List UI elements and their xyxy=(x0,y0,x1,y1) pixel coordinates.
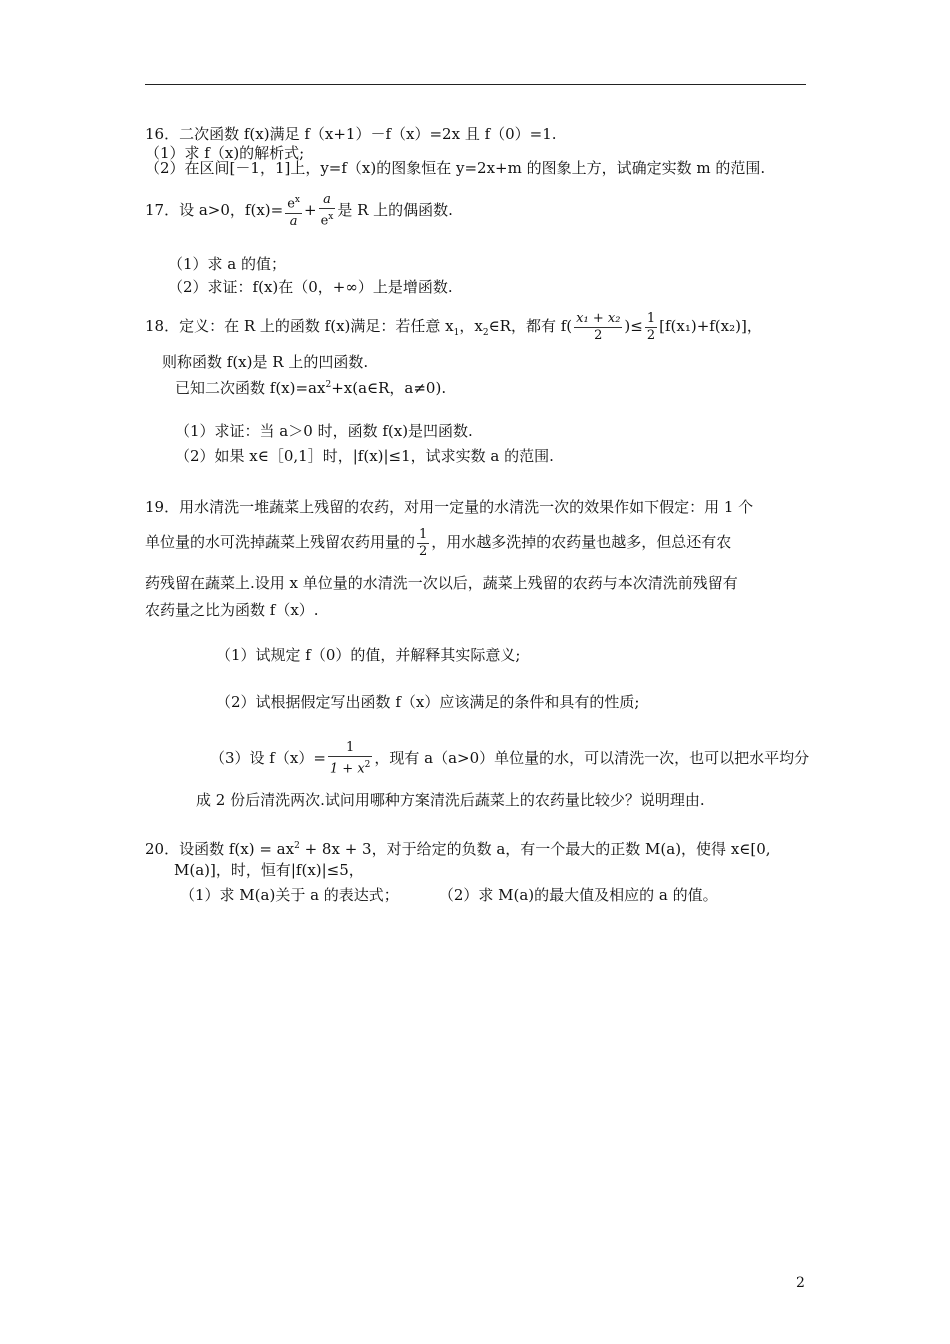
q19-part1: （1）试规定 f（0）的值，并解释其实际意义; xyxy=(216,646,521,664)
q17-frac2-den: e xyxy=(320,213,329,229)
q17-part2: （2）求证：f(x)在（0，+∞）上是增函数. xyxy=(168,278,453,296)
q18-tail: [f(x₁)+f(x₂)]， xyxy=(659,317,762,335)
q17-plus: + xyxy=(303,201,317,219)
q20-part1: （1）求 M(a)关于 a 的表达式； xyxy=(180,886,399,904)
q18-frac-num: x₁ + x₂ xyxy=(576,310,621,326)
q18-sub1: 1 xyxy=(453,328,460,338)
q20-line1-a: 20．设函数 f(x) = ax xyxy=(145,840,295,858)
q20-part2: （2）求 M(a)的最大值及相应的 a 的值。 xyxy=(438,886,718,904)
q18-mid3: )≤ xyxy=(624,317,643,335)
q18-line3-sup: 2 xyxy=(325,380,332,390)
q18-sub2: 2 xyxy=(482,328,489,338)
q16-stem: 16．二次函数 f(x)满足 f（x+1）－f（x）=2x 且 f（0）=1. xyxy=(145,125,557,143)
header-rule xyxy=(145,84,806,85)
q17-fraction-1 xyxy=(285,192,302,229)
q19-line2-b: ，用水越多洗掉的农药量也越多，但总还有农 xyxy=(431,533,732,551)
q20-line2: M(a)]，时，恒有|f(x)|≤5， xyxy=(174,861,364,879)
q20-line1-sup: 2 xyxy=(294,841,300,851)
q18-half-den: 2 xyxy=(646,327,656,343)
q17-frac1-num: e xyxy=(287,196,295,212)
q18-fraction-avg xyxy=(574,311,622,344)
q18-stem xyxy=(145,308,762,351)
q18-lead: 18．定义：在 R 上的函数 f(x)满足：若任意 x xyxy=(145,317,454,335)
q18-line3 xyxy=(175,375,446,398)
q20-line3 xyxy=(180,885,718,905)
q18-mid2: ∈R，都有 f( xyxy=(488,317,573,335)
q19-part3-c: 成 2 份后清洗两次.试问用哪种方案清洗后蔬菜上的农药量比较少？说明理由. xyxy=(196,791,705,809)
q17-stem xyxy=(145,192,453,230)
q17-tail: 是 R 上的偶函数. xyxy=(337,201,453,219)
q18-part1: （1）求证：当 a＞0 时，函数 f(x)是凹函数. xyxy=(175,422,473,440)
q17-part1: （1）求 a 的值； xyxy=(168,255,287,273)
q18-line3-b: +x(a∈R，a≠0). xyxy=(331,379,447,397)
q18-part2: （2）如果 x∈［0,1］时，|f(x)|≤1，试求实数 a 的范围. xyxy=(175,447,554,465)
q18-mid1: ，x xyxy=(459,317,483,335)
q20-line1-b: + 8x + 3，对于给定的负数 a，有一个最大的正数 M(a)，使得 x∈[0, xyxy=(299,840,771,858)
q17-frac1-den: a xyxy=(289,213,298,229)
q18-fraction-half xyxy=(645,311,657,344)
q19-part3-num: 1 xyxy=(328,740,373,757)
q18-half-num: 1 xyxy=(646,310,656,326)
q17-frac2-sup: x xyxy=(328,212,334,223)
q19-part3-fraction xyxy=(328,740,373,777)
q19-fraction-half xyxy=(417,527,429,560)
q19-line3: 药残留在蔬菜上.设用 x 单位量的水清洗一次以后，蔬菜上残留的农药与本次清洗前残留有 xyxy=(145,574,738,592)
q19-line2 xyxy=(145,524,731,560)
q19-half-num: 1 xyxy=(419,526,428,542)
q20-line1 xyxy=(145,836,771,859)
q17-fraction-2 xyxy=(319,192,336,229)
q19-part3-den: 1 + x xyxy=(329,761,365,777)
q18-line3-a: 已知二次函数 f(x)=ax xyxy=(175,379,326,397)
q19-line4: 农药量之比为函数 f（x）. xyxy=(145,601,319,619)
q17-frac1-sup: x xyxy=(294,195,300,206)
page-number: 2 xyxy=(796,1275,805,1291)
q16-part1: （1）求 f（x)的解析式; xyxy=(145,144,305,162)
q19-line1: 19．用水清洗一堆蔬菜上残留的农药，对用一定量的水清洗一次的效果作如下假定：用 1 个 xyxy=(145,498,754,516)
q19-part3 xyxy=(210,738,809,778)
q19-half-den: 2 xyxy=(419,543,428,559)
q17-lead: 17．设 a>0，f(x)= xyxy=(145,201,284,219)
q19-part3-a: （3）设 f（x）= xyxy=(210,749,326,767)
q19-part2: （2）试根据假定写出函数 f（x）应该满足的条件和具有的性质; xyxy=(216,693,640,711)
q19-line2-a: 单位量的水可洗掉蔬菜上残留农药用量的 xyxy=(145,533,416,551)
q18-line2: 则称函数 f(x)是 R 上的凹函数. xyxy=(162,353,369,371)
q19-part3-b: ，现有 a（a>0）单位量的水，可以清洗一次，也可以把水平均分 xyxy=(374,749,810,767)
q18-frac-den: 2 xyxy=(594,327,603,343)
q17-frac2-num: a xyxy=(319,192,336,209)
q19-part3-den-sup: 2 xyxy=(364,760,371,771)
q16-part2: （2）在区间[－1，1]上，y=f（x)的图象恒在 y=2x+m 的图象上方，试确定实数 m 的范围. xyxy=(145,159,766,177)
